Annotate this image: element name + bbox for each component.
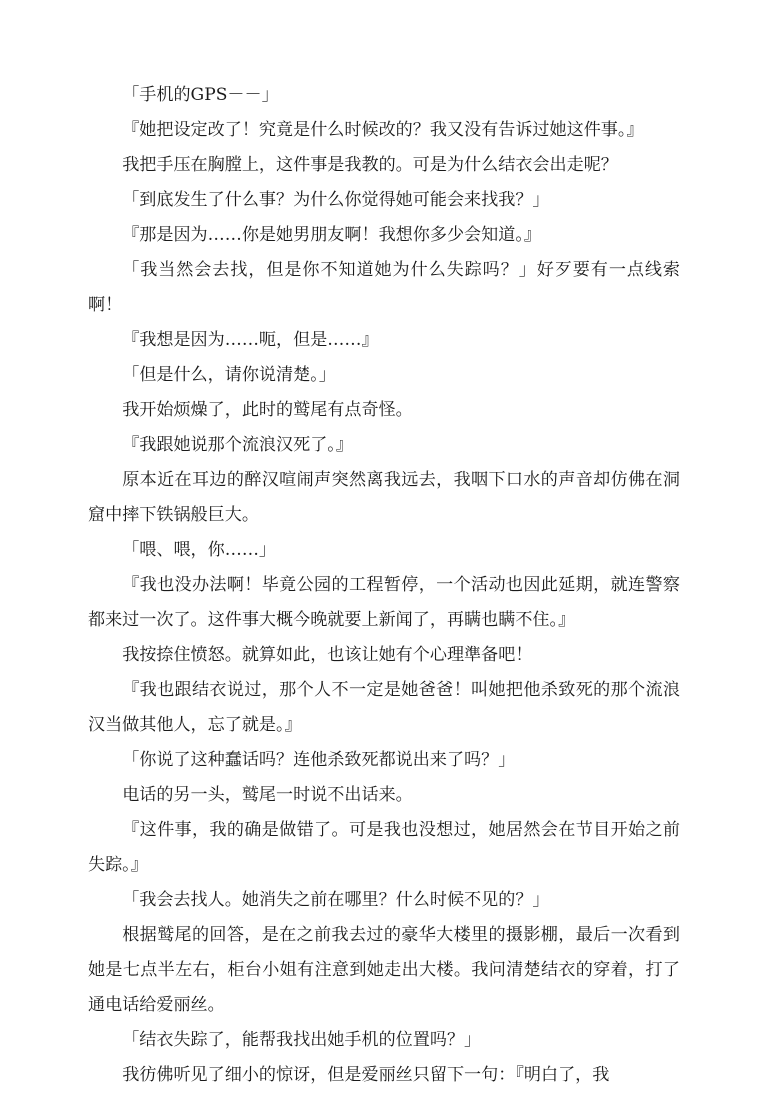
paragraph: 『我跟她说那个流浪汉死了。』: [122, 435, 353, 455]
paragraph: 「到底发生了什么事？为什么你觉得她可能会来找我？」: [122, 190, 550, 210]
paragraph: 电话的另一头，鹫尾一时说不出话来。: [122, 785, 413, 805]
paragraph: 『我想是因为……呃，但是……』: [122, 330, 379, 350]
paragraph: 『我也跟结衣说过，那个人不一定是她爸爸！叫她把他杀致死的那个流浪汉当做其他人，忘了就是。』: [88, 680, 680, 735]
paragraph: 我开始烦燥了，此时的鹫尾有点奇怪。: [122, 400, 413, 420]
paragraph: 「我当然会去找，但是你不知道她为什么失踪吗？」好歹要有一点线索啊！: [88, 260, 680, 315]
paragraph: 「你说了这种蠢话吗？连他杀致死都说出来了吗？」: [122, 750, 516, 770]
paragraph: 我彷佛听见了细小的惊讶，但是爱丽丝只留下一句：『明白了，我: [122, 1065, 610, 1085]
paragraph: 「结衣失踪了，能帮我找出她手机的位置吗？」: [122, 1030, 482, 1050]
paragraph: 我按捺住愤怒。就算如此，也该让她有个心理準备吧！: [122, 645, 533, 665]
paragraph: 『那是因为……你是她男朋友啊！我想你多少会知道。』: [122, 225, 541, 245]
paragraph: 「我会去找人。她消失之前在哪里？什么时候不见的？」: [122, 890, 550, 910]
paragraph: 根据鹫尾的回答，是在之前我去过的豪华大楼里的摄影棚，最后一次看到她是七点半左右，柜台小姐有注意到她走出大楼。我问清楚结衣的穿着，打了通电话给爱丽丝。: [88, 925, 680, 1015]
paragraph: 我把手压在胸膛上，这件事是我教的。可是为什么结衣会出走呢？: [122, 155, 618, 175]
paragraph: 原本近在耳边的醉汉喧闹声突然离我远去，我咽下口水的声音却仿佛在洞窟中摔下铁锅般巨大。: [88, 470, 680, 525]
body-text-block: [88, 78, 680, 1093]
paragraph: 「手机的GPS－－」: [122, 85, 279, 105]
paragraph: 「但是什么，请你说清楚。」: [122, 365, 336, 385]
paragraph: 『我也没办法啊！毕竟公园的工程暂停，一个活动也因此延期，就连警察都来过一次了。这件事大概今晚就要上新闻了，再瞒也瞒不住。』: [88, 575, 680, 630]
paragraph: 「喂、喂，你……」: [122, 540, 277, 560]
paragraph: 『这件事，我的确是做错了。可是我也没想过，她居然会在节目开始之前失踪。』: [88, 820, 680, 875]
paragraph: 『她把设定改了！究竟是什么时候改的？我又没有告诉过她这件事。』: [122, 120, 644, 140]
